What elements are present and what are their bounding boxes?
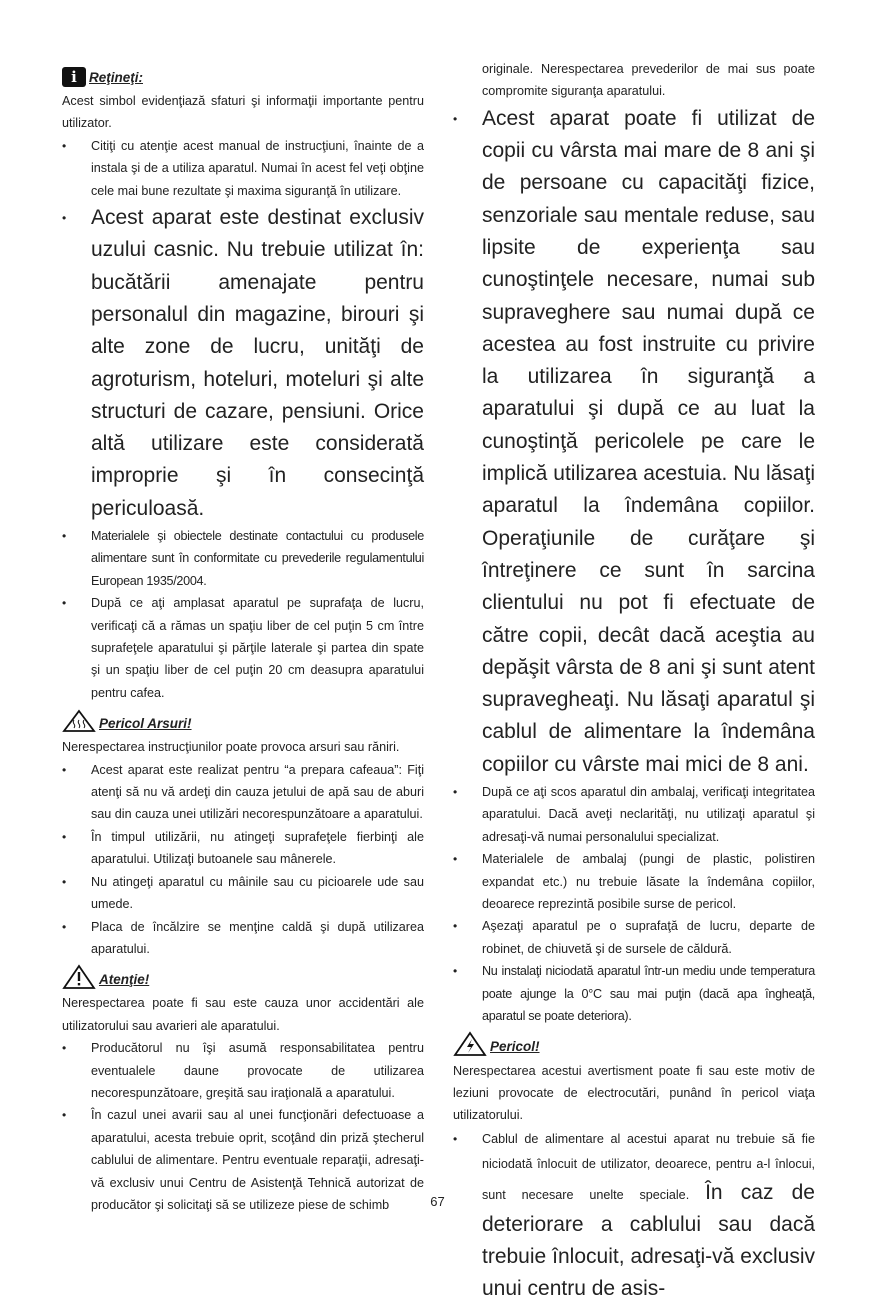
notice-heading bbox=[62, 64, 424, 90]
list-item-large: • Acest aparat poate fi utilizat de copii cu vârsta mai mare de 8 ani şi de persoane cu capacităţi fizice, senzoriale sau mentale reduse, sau lipsite de experienţa sau cunoştinţele necesare, numai sub supraveghere sau numai după ce acestea au fost instruite cu privire la utilizarea în siguranţă a aparatului şi după ce au luat la cunoştinţă pericolele pe care le implică utilizarea acestuia. Nu lăsaţi aparatul la îndemâna copiilor. Operaţiunile de curăţare şi întreţinere ce sunt în sarcina clientului nu pot fi efectuate de către copii, decât dacă aceştia au depăşit vârsta de 8 ani şi sunt atent supravegheaţi. Nu lăsaţi aparatul şi cablul de alimentare la îndemâna copiilor cu vârste mai mici de 8 ani. bbox=[453, 103, 815, 781]
list-item-large: • Acest aparat este destinat exclusiv uzului casnic. Nu trebuie utilizat în: bucătării amenajate pentru personalul din magazine, birouri şi alte zone de lucru, unităţi de agroturism, hoteluri, moteluri şi alte structuri de cazare, pensiuni. Orice altă utilizare este considerată improprie şi în consecinţă periculoasă. bbox=[62, 202, 424, 525]
info-icon: i bbox=[62, 67, 86, 87]
warning-triangle-icon bbox=[62, 964, 96, 995]
children-safety-list bbox=[453, 103, 815, 1028]
list-item: • Nu atingeţi aparatul cu mâinile sau cu picioarele ude sau umede. bbox=[62, 871, 424, 916]
list-item: • După ce aţi amplasat aparatul pe suprafaţa de lucru, verificaţi că a rămas un spaţiu liber de cel puţin 5 cm între suprafeţele aparatului şi părţile laterale şi partea din spate şi un spaţiu liber de cel puţin 20 cm deasupra aparatului pentru cafea. bbox=[62, 592, 424, 704]
burn-title: Pericol Arsuri! bbox=[99, 715, 192, 731]
list-item: • Producătorul nu îşi asumă responsabilitatea pentru eventualele daune provocate de utilizarea necorespunzătoare, greşită sau iraţională a aparatului. bbox=[62, 1037, 424, 1104]
list-item: • Citiţi cu atenţie acest manual de instrucţiuni, înainte de a instala şi de a utiliza aparatul. Numai în acest fel veţi obţine cele mai bune rezultate şi maxima siguranţă în utilizare. bbox=[62, 135, 424, 202]
continuation-text: originale. Nerespectarea prevederilor de mai sus poate compromite siguranţa aparatului. bbox=[482, 62, 815, 99]
cable-warning-text: Cablul de alimentare al acestui aparat nu trebuie să fie niciodată înlocuit de utilizator, deoarece, pentru a-l înlocui, sunt necesare unelte speciale. bbox=[482, 1131, 815, 1202]
list-item: • Placa de încălzire se menţine caldă şi după utilizarea aparatului. bbox=[62, 916, 424, 961]
list-item bbox=[453, 1127, 815, 1305]
hot-surface-warning-icon bbox=[62, 709, 96, 738]
danger-heading bbox=[453, 1034, 815, 1060]
cable-warning-large-text: În caz de deteriorare a cablului sau dacă trebuie înlocuit, adresaţi-vă exclusiv unui centru de asis- bbox=[482, 1180, 815, 1300]
list-item: • În timpul utilizării, nu atingeţi suprafeţele fierbinţi ale aparatului. Utilizaţi butoanele sau mânerele. bbox=[62, 826, 424, 871]
attention-intro: Nerespectarea poate fi sau este cauza unor accidentări ale utilizatorului sau avarieri ale aparatului. bbox=[62, 996, 424, 1033]
list-item: • Aşezaţi aparatul pe o suprafaţă de lucru, departe de robinet, de chiuvetă şi de sursele de căldură. bbox=[453, 915, 815, 960]
page-number: 67 bbox=[430, 1194, 445, 1209]
burn-intro: Nerespectarea instrucţiunilor poate provoca arsuri sau răniri. bbox=[62, 740, 400, 755]
left-column bbox=[62, 58, 424, 1216]
attention-title: Atenţie! bbox=[99, 971, 150, 987]
attention-heading bbox=[62, 966, 424, 992]
danger-intro: Nerespectarea acestui avertisment poate fi sau este motiv de leziuni provocate de electrocutări, punând în pericol viaţa utilizatorului. bbox=[453, 1063, 815, 1123]
list-item: • Materialele şi obiectele destinate contactului cu produsele alimentare sunt în conformitate cu prevederile regulamentului European 1935/2004. bbox=[62, 525, 424, 592]
danger-title: Pericol! bbox=[490, 1039, 540, 1055]
burn-list bbox=[62, 759, 424, 961]
notice-list bbox=[62, 135, 424, 704]
burn-heading bbox=[62, 710, 424, 736]
list-item: • Materialele de ambalaj (pungi de plastic, polistiren expandat etc.) nu trebuie lăsate la îndemâna copiilor, deoarece reprezintă posibile surse de pericol. bbox=[453, 848, 815, 915]
danger-list bbox=[453, 1127, 815, 1305]
notice-intro: Acest simbol evidenţiază sfaturi şi informaţii importante pentru utilizator. bbox=[62, 94, 424, 131]
right-column bbox=[453, 58, 815, 1305]
attention-list bbox=[62, 1037, 424, 1216]
list-item: • În cazul unei avarii sau al unei funcţionări defectuoase a aparatului, acesta trebuie oprit, scoţând din priză ştecherul cablului de alimentare. Pentru eventuale reparaţii, adresaţi-vă exclusiv unui Centru de Asistenţă Tehnică autorizat de producător şi solicitaţi să se utilizeze piese de schimb bbox=[62, 1104, 424, 1216]
list-item: • Nu instalaţi niciodată aparatul într-un mediu unde temperatura poate ajunge la 0°C sau mai puţin (dacă apa îngheaţă, aparatul se poate deteriora). bbox=[453, 960, 815, 1027]
list-item: • După ce aţi scos aparatul din ambalaj, verificaţi integritatea aparatului. Dacă aveţi neclarităţi, nu utilizaţi aparatul şi adresaţi-vă numai personalului specializat. bbox=[453, 781, 815, 848]
electric-shock-icon bbox=[453, 1031, 487, 1062]
list-item: • Acest aparat este realizat pentru “a prepara cafeaua”: Fiţi atenţi să nu vă ardeţi din cauza jetului de apă sau de aburi sau din cauza unei utilizări necorespunzătoare a aparatului. bbox=[62, 759, 424, 826]
notice-title: Reţineţi: bbox=[89, 69, 143, 85]
